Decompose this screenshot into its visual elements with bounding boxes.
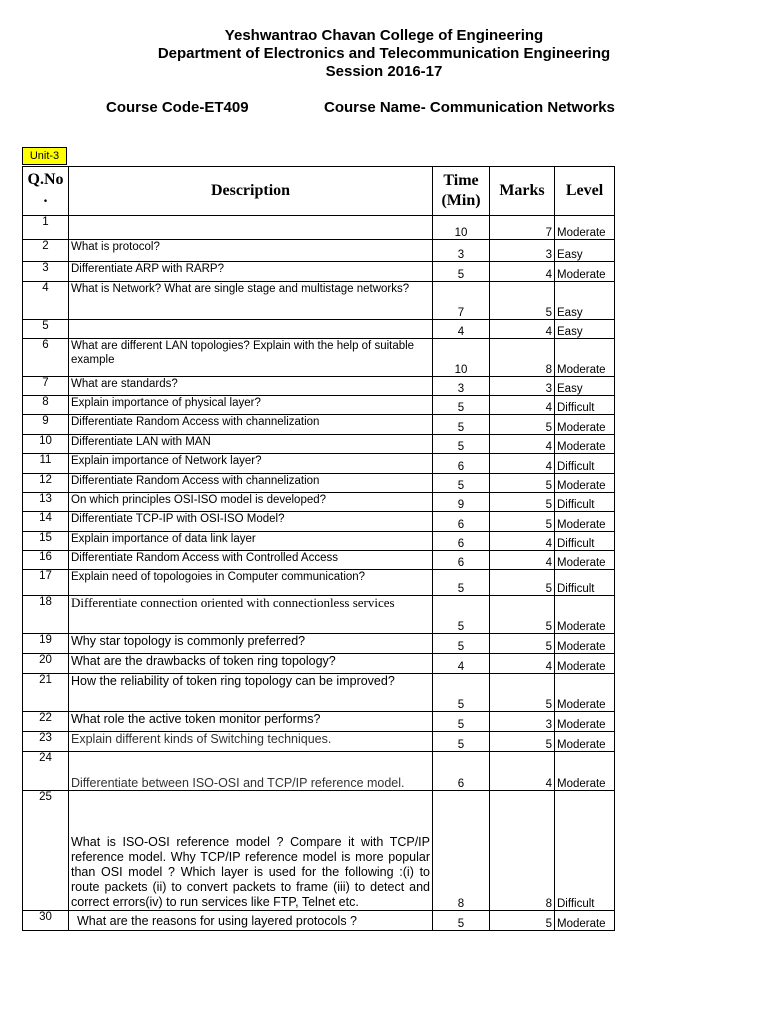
description-cell: How the reliability of token ring topology can be improved? bbox=[69, 674, 433, 712]
marks-cell: 5 bbox=[490, 634, 555, 654]
marks-cell: 4 bbox=[490, 320, 555, 339]
time-cell: 6 bbox=[433, 454, 490, 474]
marks-cell: 5 bbox=[490, 474, 555, 493]
level-cell: Moderate bbox=[555, 339, 615, 377]
table-row bbox=[23, 339, 615, 377]
qno-cell: 19 bbox=[23, 634, 69, 654]
qno-cell: 6 bbox=[23, 339, 69, 377]
table-row bbox=[23, 752, 615, 791]
marks-cell: 5 bbox=[490, 674, 555, 712]
marks-cell: 3 bbox=[490, 240, 555, 262]
marks-cell: 4 bbox=[490, 752, 555, 791]
table-row bbox=[23, 474, 615, 493]
table-row bbox=[23, 596, 615, 634]
level-cell: Easy bbox=[555, 240, 615, 262]
time-cell: 5 bbox=[433, 262, 490, 282]
time-cell: 6 bbox=[433, 532, 490, 551]
qno-cell: 24 bbox=[23, 752, 69, 791]
table-row bbox=[23, 396, 615, 415]
time-cell: 4 bbox=[433, 654, 490, 674]
qno-cell: 4 bbox=[23, 282, 69, 320]
level-cell: Moderate bbox=[555, 512, 615, 532]
qno-cell: 18 bbox=[23, 596, 69, 634]
level-cell: Difficult bbox=[555, 532, 615, 551]
level-cell: Moderate bbox=[555, 712, 615, 732]
description-cell: What role the active token monitor performs? bbox=[69, 712, 433, 732]
marks-cell: 5 bbox=[490, 596, 555, 634]
table-row bbox=[23, 551, 615, 570]
level-cell: Difficult bbox=[555, 396, 615, 415]
level-cell: Moderate bbox=[555, 435, 615, 454]
marks-cell: 3 bbox=[490, 712, 555, 732]
marks-cell: 5 bbox=[490, 415, 555, 435]
time-cell: 5 bbox=[433, 435, 490, 454]
level-cell: Moderate bbox=[555, 752, 615, 791]
header-time: Time (Min) bbox=[433, 167, 490, 216]
qno-cell: 25 bbox=[23, 791, 69, 911]
description-cell: Differentiate Random Access with channelization bbox=[69, 415, 433, 435]
level-cell: Moderate bbox=[555, 911, 615, 931]
qno-cell: 30 bbox=[23, 911, 69, 931]
qno-cell: 1 bbox=[23, 216, 69, 240]
time-cell: 6 bbox=[433, 512, 490, 532]
level-cell: Difficult bbox=[555, 493, 615, 512]
qno-cell: 23 bbox=[23, 732, 69, 752]
marks-cell: 4 bbox=[490, 435, 555, 454]
description-cell: What are standards? bbox=[69, 377, 433, 396]
table-row bbox=[23, 240, 615, 262]
time-cell: 4 bbox=[433, 320, 490, 339]
description-cell: What are the reasons for using layered protocols ? bbox=[69, 911, 433, 931]
marks-cell: 7 bbox=[490, 216, 555, 240]
question-table bbox=[22, 166, 615, 931]
table-row bbox=[23, 911, 615, 931]
header-qno: Q.No . bbox=[23, 167, 69, 216]
table-row bbox=[23, 512, 615, 532]
table-row bbox=[23, 282, 615, 320]
level-cell: Moderate bbox=[555, 732, 615, 752]
table-row bbox=[23, 454, 615, 474]
description-cell: What are different LAN topologies? Explain with the help of suitable example bbox=[69, 339, 433, 377]
college-name: Yeshwantrao Chavan College of Engineering bbox=[224, 27, 544, 44]
header-marks: Marks bbox=[490, 167, 555, 216]
level-cell: Difficult bbox=[555, 454, 615, 474]
marks-cell: 3 bbox=[490, 377, 555, 396]
time-cell: 5 bbox=[433, 596, 490, 634]
qno-cell: 8 bbox=[23, 396, 69, 415]
table-row bbox=[23, 415, 615, 435]
qno-cell: 22 bbox=[23, 712, 69, 732]
level-cell: Moderate bbox=[555, 551, 615, 570]
description-cell: Differentiate connection oriented with connectionless services bbox=[69, 596, 433, 634]
marks-cell: 5 bbox=[490, 512, 555, 532]
description-cell bbox=[69, 216, 433, 240]
document-header bbox=[0, 27, 768, 81]
qno-cell: 14 bbox=[23, 512, 69, 532]
description-cell: What are the drawbacks of token ring topology? bbox=[69, 654, 433, 674]
description-cell: What is Network? What are single stage and multistage networks? bbox=[69, 282, 433, 320]
time-cell: 5 bbox=[433, 415, 490, 435]
header-level: Level bbox=[555, 167, 615, 216]
level-cell: Moderate bbox=[555, 674, 615, 712]
level-cell: Easy bbox=[555, 377, 615, 396]
marks-cell: 4 bbox=[490, 396, 555, 415]
description-cell: Differentiate between ISO-OSI and TCP/IP reference model. bbox=[69, 752, 433, 791]
time-cell: 5 bbox=[433, 911, 490, 931]
time-cell: 5 bbox=[433, 474, 490, 493]
marks-cell: 5 bbox=[490, 493, 555, 512]
description-cell: On which principles OSI-ISO model is developed? bbox=[69, 493, 433, 512]
marks-cell: 5 bbox=[490, 282, 555, 320]
marks-cell: 4 bbox=[490, 654, 555, 674]
marks-cell: 8 bbox=[490, 339, 555, 377]
qno-cell: 11 bbox=[23, 454, 69, 474]
table-row bbox=[23, 532, 615, 551]
level-cell: Moderate bbox=[555, 262, 615, 282]
table-row bbox=[23, 262, 615, 282]
qno-cell: 15 bbox=[23, 532, 69, 551]
description-cell: Differentiate Random Access with channelization bbox=[69, 474, 433, 493]
qno-cell: 3 bbox=[23, 262, 69, 282]
qno-cell: 9 bbox=[23, 415, 69, 435]
description-cell: Why star topology is commonly preferred? bbox=[69, 634, 433, 654]
time-cell: 7 bbox=[433, 282, 490, 320]
time-cell: 10 bbox=[433, 339, 490, 377]
level-cell: Moderate bbox=[555, 654, 615, 674]
description-cell: Explain importance of Network layer? bbox=[69, 454, 433, 474]
time-cell: 3 bbox=[433, 377, 490, 396]
table-row bbox=[23, 320, 615, 339]
qno-cell: 13 bbox=[23, 493, 69, 512]
unit-label: Unit-3 bbox=[22, 147, 67, 165]
time-cell: 8 bbox=[433, 791, 490, 911]
time-cell: 5 bbox=[433, 634, 490, 654]
description-cell: Differentiate TCP-IP with OSI-ISO Model? bbox=[69, 512, 433, 532]
description-cell: What is protocol? bbox=[69, 240, 433, 262]
table-row bbox=[23, 674, 615, 712]
table-row bbox=[23, 654, 615, 674]
marks-cell: 5 bbox=[490, 732, 555, 752]
level-cell: Moderate bbox=[555, 415, 615, 435]
description-cell: Explain different kinds of Switching techniques. bbox=[69, 732, 433, 752]
marks-cell: 4 bbox=[490, 532, 555, 551]
level-cell: Moderate bbox=[555, 474, 615, 493]
description-cell: What is ISO-OSI reference model ? Compare it with TCP/IP reference model. Why TCP/IP reference model is more popular than OSI model ? Which layer is used for the following :(i) to route packets (ii) to convert packets to frame (iii) to detect and correct errors(iv) to run services like FTP, Telnet etc. bbox=[69, 791, 433, 911]
table-row bbox=[23, 216, 615, 240]
table-row bbox=[23, 712, 615, 732]
description-cell: Differentiate LAN with MAN bbox=[69, 435, 433, 454]
description-cell: Explain need of topologoies in Computer communication? bbox=[69, 570, 433, 596]
time-cell: 5 bbox=[433, 712, 490, 732]
description-cell bbox=[69, 320, 433, 339]
marks-cell: 4 bbox=[490, 551, 555, 570]
qno-cell: 7 bbox=[23, 377, 69, 396]
description-cell: Explain importance of data link layer bbox=[69, 532, 433, 551]
level-cell: Moderate bbox=[555, 216, 615, 240]
course-name: Course Name- Communication Networks bbox=[324, 99, 615, 116]
qno-cell: 5 bbox=[23, 320, 69, 339]
course-code: Course Code-ET409 bbox=[106, 99, 249, 116]
marks-cell: 4 bbox=[490, 262, 555, 282]
level-cell: Moderate bbox=[555, 596, 615, 634]
time-cell: 9 bbox=[433, 493, 490, 512]
qno-cell: 2 bbox=[23, 240, 69, 262]
description-cell: Explain importance of physical layer? bbox=[69, 396, 433, 415]
table-row bbox=[23, 435, 615, 454]
marks-cell: 5 bbox=[490, 911, 555, 931]
time-cell: 10 bbox=[433, 216, 490, 240]
marks-cell: 4 bbox=[490, 454, 555, 474]
marks-cell: 5 bbox=[490, 570, 555, 596]
description-cell: Differentiate Random Access with Controlled Access bbox=[69, 551, 433, 570]
time-cell: 6 bbox=[433, 752, 490, 791]
marks-cell: 8 bbox=[490, 791, 555, 911]
time-cell: 5 bbox=[433, 732, 490, 752]
qno-cell: 21 bbox=[23, 674, 69, 712]
qno-cell: 16 bbox=[23, 551, 69, 570]
qno-cell: 20 bbox=[23, 654, 69, 674]
level-cell: Difficult bbox=[555, 570, 615, 596]
time-cell: 5 bbox=[433, 674, 490, 712]
session-label: Session 2016-17 bbox=[325, 63, 443, 80]
qno-cell: 12 bbox=[23, 474, 69, 493]
time-cell: 3 bbox=[433, 240, 490, 262]
department-name: Department of Electronics and Telecommunication Engineering bbox=[157, 45, 611, 62]
qno-cell: 10 bbox=[23, 435, 69, 454]
table-row bbox=[23, 732, 615, 752]
time-cell: 6 bbox=[433, 551, 490, 570]
table-row bbox=[23, 634, 615, 654]
table-row bbox=[23, 377, 615, 396]
description-cell: Differentiate ARP with RARP? bbox=[69, 262, 433, 282]
level-cell: Moderate bbox=[555, 634, 615, 654]
level-cell: Difficult bbox=[555, 791, 615, 911]
header-description: Description bbox=[69, 167, 433, 216]
time-cell: 5 bbox=[433, 570, 490, 596]
level-cell: Easy bbox=[555, 320, 615, 339]
level-cell: Easy bbox=[555, 282, 615, 320]
qno-cell: 17 bbox=[23, 570, 69, 596]
table-row bbox=[23, 791, 615, 911]
table-row bbox=[23, 493, 615, 512]
table-row bbox=[23, 570, 615, 596]
time-cell: 5 bbox=[433, 396, 490, 415]
